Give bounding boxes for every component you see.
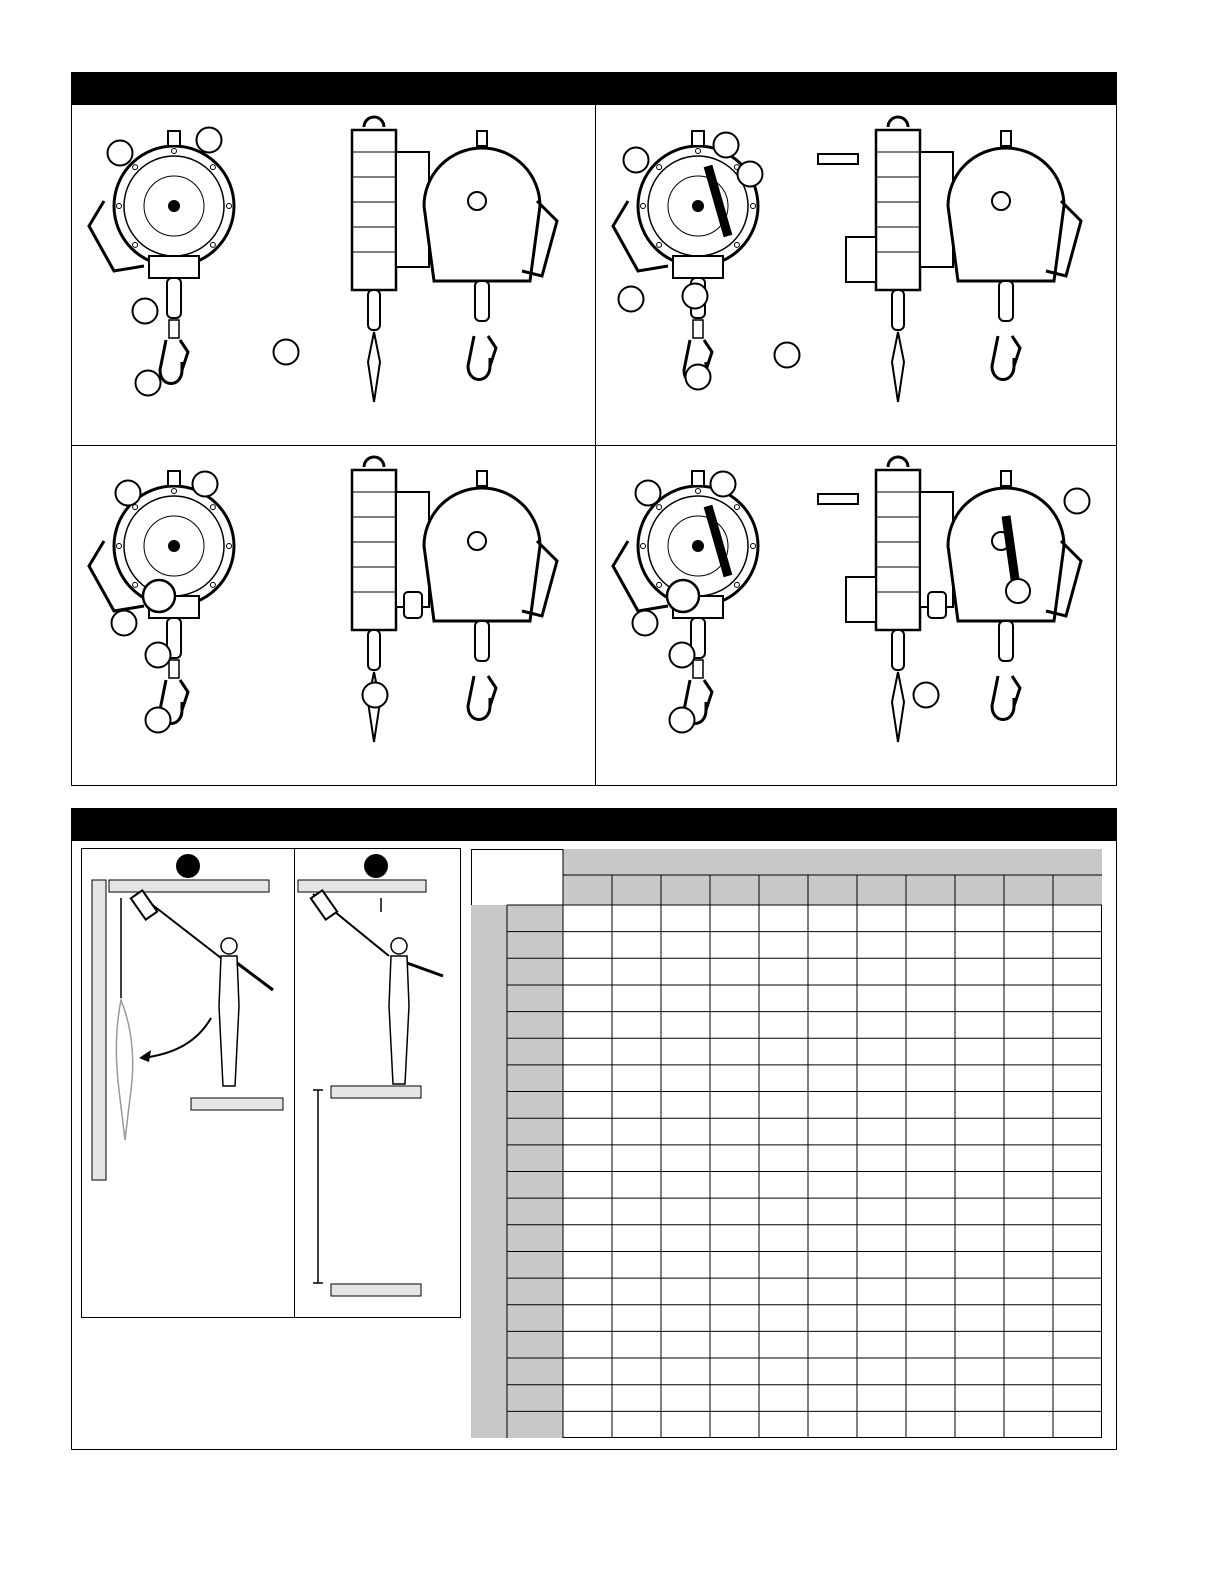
- callout-circle: [636, 481, 661, 506]
- indicator-window: [143, 580, 175, 612]
- srl-device-b: [311, 890, 337, 919]
- callout-circle: [136, 371, 161, 396]
- swivel-anchor: [168, 471, 180, 486]
- device-panel-1: [89, 117, 557, 402]
- shock-absorber: [167, 278, 181, 318]
- floor-b: [331, 1086, 421, 1098]
- shock-absorber: [999, 621, 1013, 661]
- side-housing: [352, 130, 396, 290]
- callout-circle: [914, 683, 939, 708]
- indicator-knob: [404, 592, 422, 618]
- callout-circle: [714, 133, 739, 158]
- bolt: [696, 149, 701, 154]
- swivel-anchor: [1001, 471, 1011, 486]
- callout-circle: [116, 481, 141, 506]
- section-2-header-bar: [71, 808, 1117, 840]
- callout-circle: [146, 643, 171, 668]
- callout-circle: [112, 611, 137, 636]
- shock-absorber: [999, 281, 1013, 321]
- callout-circle: [683, 284, 708, 309]
- side-housing: [352, 470, 396, 630]
- bolt: [117, 544, 122, 549]
- shock-absorber: [892, 630, 904, 670]
- back-housing: [424, 488, 540, 621]
- bolt: [751, 544, 756, 549]
- hook-side: [892, 332, 904, 402]
- callout-circle: [686, 365, 711, 390]
- top-ring: [364, 117, 384, 127]
- bolt: [172, 149, 177, 154]
- hub: [692, 200, 704, 212]
- bolt: [734, 582, 739, 587]
- bolt: [641, 544, 646, 549]
- bolt: [227, 204, 232, 209]
- ceiling-b: [298, 880, 426, 892]
- callout-circle: [633, 611, 658, 636]
- top-ring: [888, 457, 908, 467]
- shock-absorber: [475, 621, 489, 661]
- swivel-anchor: [477, 471, 487, 486]
- crank-handle: [818, 154, 858, 164]
- snap-hook: [468, 676, 496, 720]
- device-panel-2: [613, 117, 1081, 402]
- worker-body-b: [389, 956, 409, 1084]
- callout-circle: [670, 643, 695, 668]
- marker-b: [364, 854, 388, 878]
- bolt: [133, 165, 138, 170]
- falling-worker: [116, 1000, 132, 1140]
- vent-cap: [468, 192, 486, 210]
- worker-head-b: [391, 938, 407, 954]
- callout-circle: [197, 128, 222, 153]
- swivel-anchor: [477, 131, 487, 146]
- callout-circle: [108, 141, 133, 166]
- callout-circle: [363, 683, 388, 708]
- bolt: [133, 242, 138, 247]
- bolt: [641, 204, 646, 209]
- hook-side: [368, 332, 380, 402]
- swivel: [693, 320, 703, 338]
- shock-absorber: [368, 630, 380, 670]
- bolt: [657, 242, 662, 247]
- swivel-anchor: [692, 131, 704, 146]
- swing-arrow: [141, 1018, 211, 1058]
- bolt: [696, 489, 701, 494]
- shock-absorber: [892, 290, 904, 330]
- swivel-anchor: [692, 471, 704, 486]
- swivel: [169, 660, 179, 678]
- callout-circle: [193, 472, 218, 497]
- bolt: [210, 242, 215, 247]
- bolt: [734, 242, 739, 247]
- callout-circle: [619, 287, 644, 312]
- swivel: [693, 660, 703, 678]
- vent-cap: [992, 192, 1010, 210]
- callout-circle: [133, 299, 158, 324]
- installation-illustrations: [81, 848, 481, 1328]
- callout-circle: [738, 162, 763, 187]
- indicator-window: [667, 580, 699, 612]
- base-block: [149, 256, 199, 278]
- snap-hook: [992, 336, 1020, 380]
- bolt: [133, 582, 138, 587]
- winch-gearbox: [846, 237, 876, 282]
- hub: [168, 540, 180, 552]
- snap-hook: [160, 340, 188, 384]
- callout-circle: [274, 340, 299, 365]
- ceiling: [109, 880, 269, 892]
- hook-side: [892, 672, 904, 742]
- callout-circle: [624, 148, 649, 173]
- worker-body: [219, 956, 239, 1086]
- bolt: [227, 544, 232, 549]
- back-housing: [948, 148, 1064, 281]
- crank-handle: [818, 494, 858, 504]
- snap-hook: [468, 336, 496, 380]
- bolt: [751, 204, 756, 209]
- crank-hub: [1006, 579, 1030, 603]
- bolt: [657, 165, 662, 170]
- snap-hook: [992, 676, 1020, 720]
- swivel: [169, 320, 179, 338]
- winch-gearbox: [846, 577, 876, 622]
- srl-device: [131, 890, 157, 919]
- side-housing: [876, 470, 920, 630]
- bolt: [657, 505, 662, 510]
- shock-absorber: [475, 281, 489, 321]
- worker-arm-b: [407, 963, 443, 976]
- back-housing: [948, 488, 1064, 621]
- device-panel-3: [89, 457, 557, 742]
- vent-cap: [468, 532, 486, 550]
- callout-circle: [775, 343, 800, 368]
- swivel-anchor: [1001, 131, 1011, 146]
- callout-circle: [1065, 489, 1090, 514]
- bolt: [210, 165, 215, 170]
- floor-ledge: [191, 1098, 283, 1110]
- base-block: [673, 256, 723, 278]
- callout-circle: [711, 472, 736, 497]
- bolt: [117, 204, 122, 209]
- back-housing: [424, 148, 540, 281]
- marker-a: [176, 854, 200, 878]
- bolt: [172, 489, 177, 494]
- hub: [168, 200, 180, 212]
- callout-circle: [670, 708, 695, 733]
- bolt: [210, 582, 215, 587]
- device-panel-4: [613, 457, 1090, 742]
- side-housing: [876, 130, 920, 290]
- bolt: [657, 582, 662, 587]
- bolt: [210, 505, 215, 510]
- hub: [692, 540, 704, 552]
- callout-circle: [146, 708, 171, 733]
- lower-level-b: [331, 1284, 421, 1296]
- worker-arm: [237, 963, 273, 990]
- bolt: [734, 505, 739, 510]
- table-header-shade: [563, 849, 1102, 905]
- swing-arrowhead: [139, 1050, 151, 1062]
- clearance-table-grid: [471, 849, 1102, 1438]
- worker-head: [221, 938, 237, 954]
- swivel-anchor: [168, 131, 180, 146]
- wall: [92, 880, 106, 1180]
- top-ring: [888, 117, 908, 127]
- indicator-knob: [928, 592, 946, 618]
- top-ring: [364, 457, 384, 467]
- shock-absorber: [368, 290, 380, 330]
